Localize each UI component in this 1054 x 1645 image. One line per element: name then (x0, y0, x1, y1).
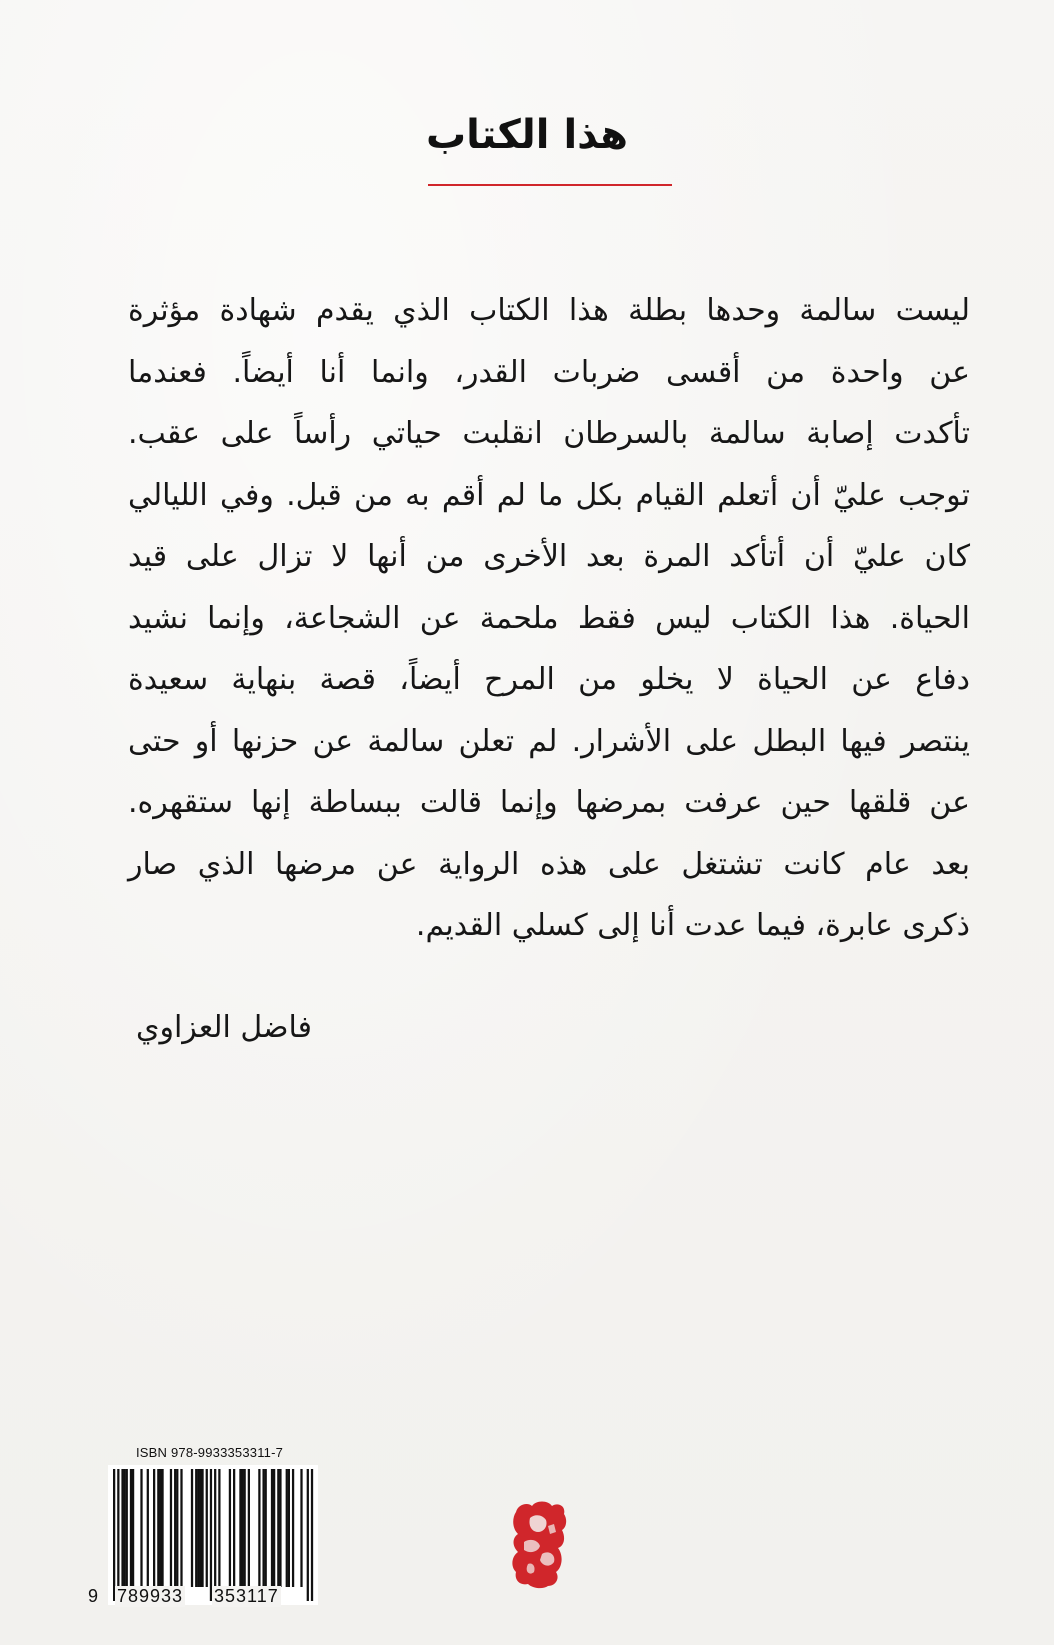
barcode-bar (248, 1469, 250, 1587)
barcode-bar (159, 1469, 161, 1587)
barcode-bar (124, 1469, 126, 1587)
barcode-bar (218, 1469, 220, 1587)
barcode-bar (229, 1469, 231, 1587)
barcode-bar (201, 1469, 203, 1587)
barcode-bar (126, 1469, 128, 1587)
barcode-bar (258, 1469, 260, 1587)
barcode-bar (307, 1469, 309, 1601)
blurb-line: ذكرى عابرة، فيما عدت أنا إلى كسلي القديم. (415, 908, 970, 943)
barcode-bar (130, 1469, 132, 1587)
barcode-bar (210, 1469, 212, 1601)
barcode-bar (279, 1469, 281, 1587)
publisher-seal-icon (508, 1498, 570, 1590)
cover-title: هذا الكتاب (425, 112, 628, 158)
barcode-bar (239, 1469, 241, 1587)
blurb-line: ينتصر فيها البطل على الأشرار. لم تعلن سالمة عن حزنها أو حتى (128, 723, 970, 759)
title-underline (428, 184, 672, 186)
barcode-bar (140, 1469, 142, 1587)
barcode-bar (132, 1469, 134, 1587)
barcode-bar (288, 1469, 290, 1587)
blurb-line: كان عليّ أن أتأكد المرة بعد الأخرى من أنها لا تزال على قيد (128, 539, 970, 574)
blurb-line: تأكدت إصابة سالمة بالسرطان انقلبت حياتي رأساً على عقب. (128, 416, 970, 451)
barcode-bar (174, 1469, 176, 1587)
isbn-barcode (108, 1465, 318, 1605)
barcode-bar (273, 1469, 275, 1587)
barcode-digits-left: 789933 (117, 1586, 184, 1606)
barcode-bar (121, 1469, 123, 1587)
barcode-bar (195, 1469, 197, 1587)
barcode-bar (300, 1469, 302, 1587)
barcode-bar (277, 1469, 279, 1587)
barcode-bar (197, 1469, 199, 1587)
barcode-bar (265, 1469, 267, 1587)
barcode-bar (271, 1469, 273, 1587)
barcode-bar (113, 1469, 115, 1601)
barcode-digit-first: 9 (88, 1586, 99, 1606)
blurb-line: الحياة. هذا الكتاب ليس فقط ملحمة عن الشجاعة، وإنما نشيد (128, 600, 970, 636)
barcode-digits-right: 353117 (214, 1586, 279, 1606)
barcode-bar (180, 1469, 182, 1587)
barcode-bar (214, 1469, 216, 1601)
blurb-line: ليست سالمة وحدها بطلة هذا الكتاب الذي يقدم شهادة مؤثرة (128, 293, 970, 328)
isbn-label: ISBN 978-9933353311-7 (136, 1445, 284, 1460)
barcode-bar (233, 1469, 235, 1587)
barcode-bar (147, 1469, 149, 1587)
barcode-bar (176, 1469, 178, 1587)
barcode-bar (262, 1469, 264, 1587)
blurb-line: بعد عام كانت تشتغل على هذه الرواية عن مرضها الذي صار (128, 846, 970, 882)
barcode-bar (117, 1469, 119, 1601)
barcode-bar (191, 1469, 193, 1587)
barcode-bar (206, 1469, 208, 1587)
author-signature: فاضل العزاوي (135, 1010, 312, 1045)
blurb-line: دفاع عن الحياة لا يخلو من المرح أيضاً، قصة بنهاية سعيدة (128, 662, 970, 697)
barcode-bar (153, 1469, 155, 1587)
barcode-bar (244, 1469, 246, 1587)
barcode-bar (311, 1469, 313, 1601)
barcode-bar (170, 1469, 172, 1587)
barcode-bar (161, 1469, 163, 1587)
blurb-line: توجب عليّ أن أتعلم القيام بكل ما لم أقم به من قبل. وفي الليالي (128, 477, 970, 513)
barcode-bar (241, 1469, 243, 1587)
barcode-bar (157, 1469, 159, 1587)
barcode-bar (199, 1469, 201, 1587)
barcode-bar (292, 1469, 294, 1587)
barcode-bar (286, 1469, 288, 1587)
blurb-paragraph (128, 280, 970, 957)
blurb-line: عن قلقها حين عرفت بمرضها وإنما قالت ببساطة إنها ستقهره. (128, 785, 970, 820)
blurb-line: عن واحدة من أقسى ضربات القدر، وانما أنا أيضاً. فعندما (128, 354, 970, 390)
